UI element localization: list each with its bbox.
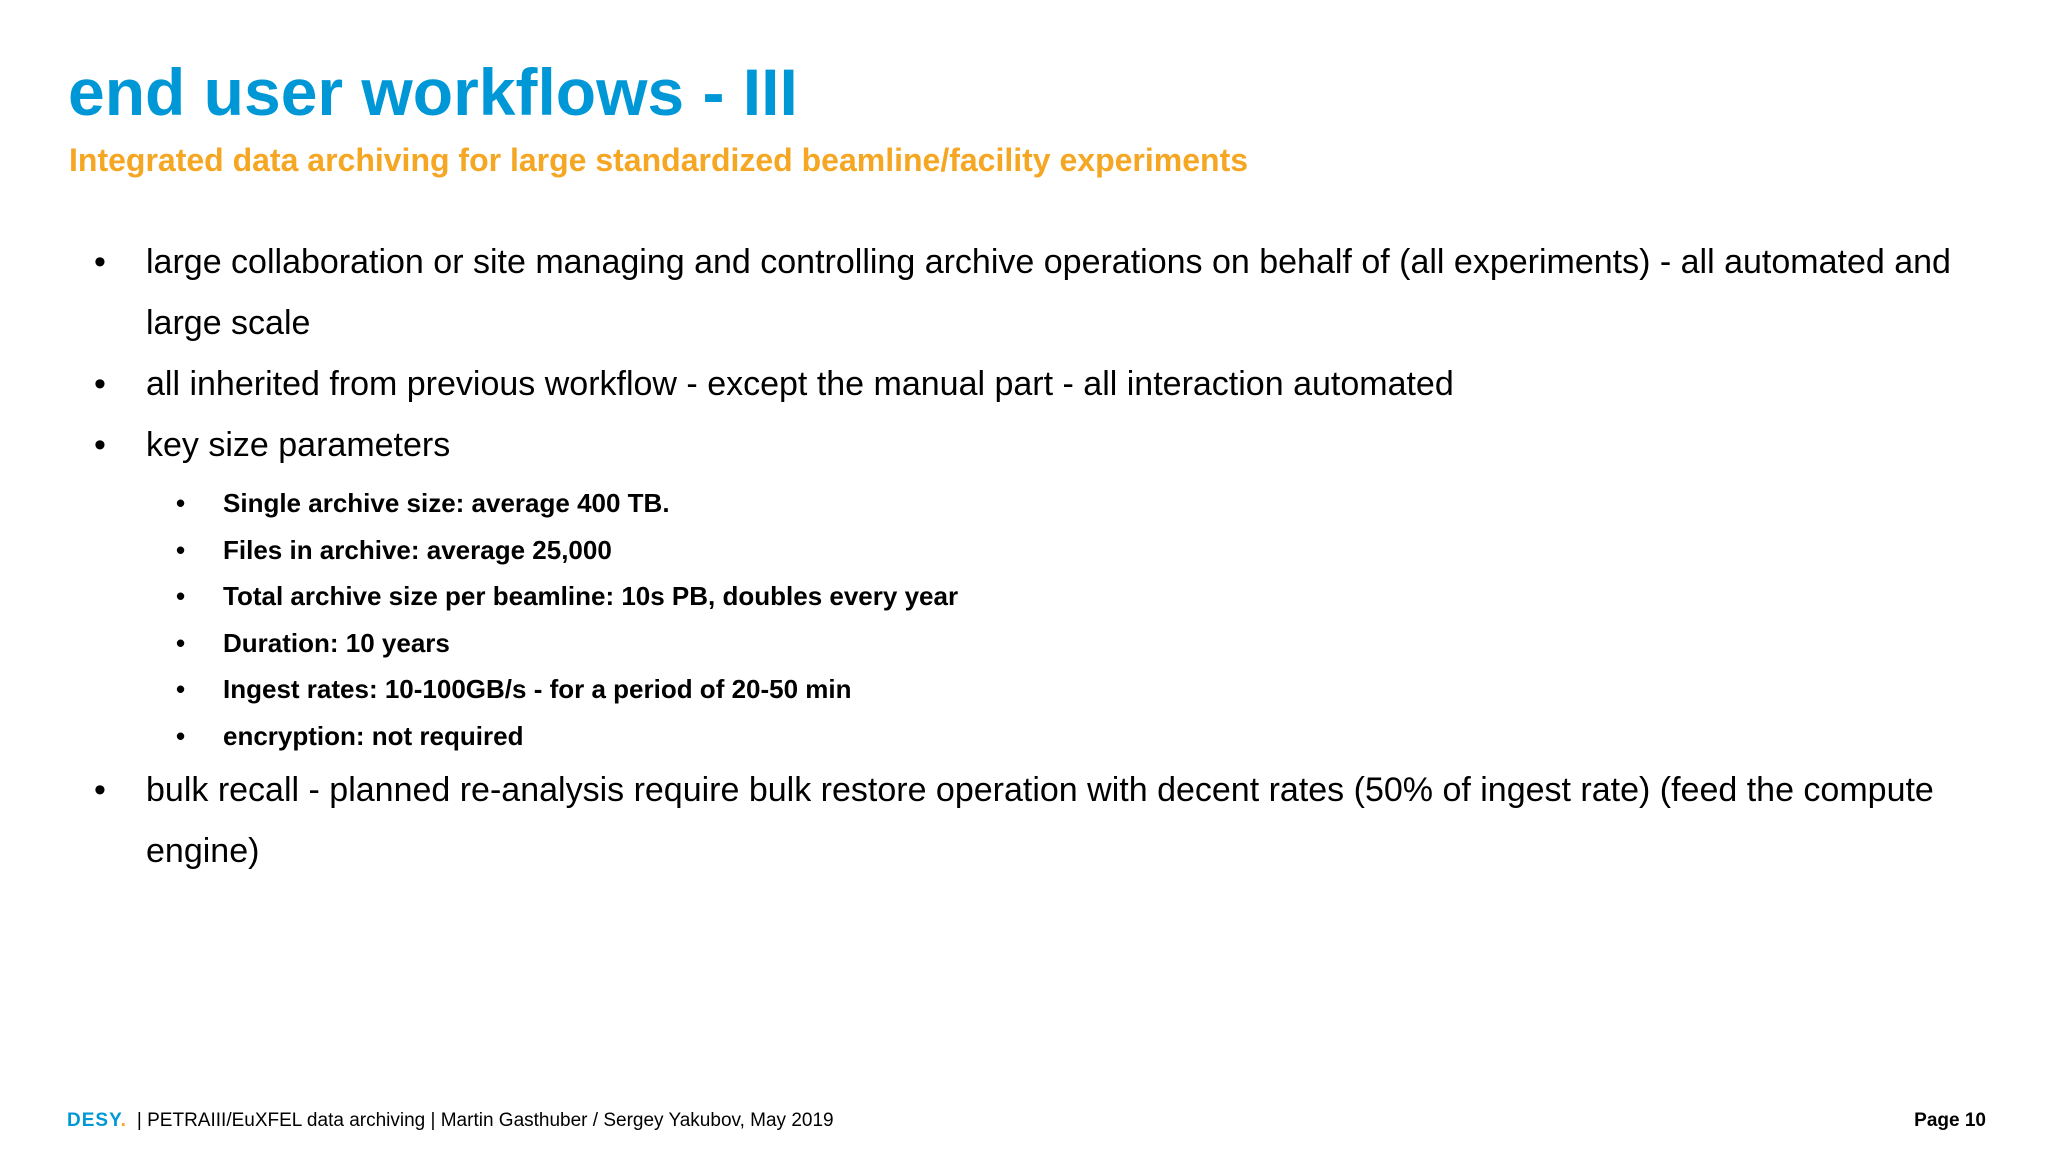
- slide-content: [0, 232, 2048, 882]
- sub-bullet-item: [0, 713, 2048, 760]
- bullet-item: [0, 354, 2048, 415]
- sub-bullet-item: [0, 527, 2048, 574]
- bullet-glyph: •: [176, 674, 186, 705]
- bullet-glyph: •: [176, 627, 186, 658]
- sub-bullet-item: [0, 666, 2048, 713]
- bullet-glyph: •: [94, 243, 106, 281]
- sub-bullet-text: Total archive size per beamline: 10s PB, doubles every year: [223, 581, 959, 612]
- bullet-glyph: •: [94, 770, 106, 809]
- sub-bullet-item: [0, 620, 2048, 667]
- sub-bullet-text: Files in archive: average 25,000: [223, 534, 612, 565]
- bullet-glyph: •: [176, 720, 186, 751]
- bullet-glyph: •: [176, 534, 186, 565]
- sub-bullet-item: [0, 573, 2048, 620]
- bullet-glyph: •: [94, 426, 106, 464]
- bullet-item: [0, 415, 2048, 476]
- sub-bullet-text: encryption: not required: [223, 720, 524, 751]
- desy-logo: [67, 1110, 127, 1132]
- page-number: Page 10: [1914, 1110, 1986, 1131]
- footer-text: | PETRAIII/EuXFEL data archiving | Martin Gasthuber / Sergey Yakubov, May 2019: [136, 1110, 834, 1131]
- bullet-glyph: •: [94, 365, 106, 403]
- bullet-glyph: •: [176, 488, 186, 518]
- bullet-item: [0, 760, 2048, 882]
- logo-text: DESY: [67, 1110, 121, 1131]
- sub-bullet-text: Ingest rates: 10-100GB/s - for a period of 20-50 min: [223, 674, 852, 705]
- bullet-glyph: •: [176, 581, 186, 612]
- bullet-item: [0, 232, 2048, 354]
- sub-bullet-text: Single archive size: average 400 TB.: [223, 488, 670, 518]
- slide-footer: [67, 1106, 834, 1136]
- slide-title: end user workflows - III: [68, 55, 798, 129]
- bullet-text: large collaboration or site managing and controlling archive operations on behalf of (all experiments) - all automated and large scale: [146, 243, 1951, 342]
- bullet-text: all inherited from previous workflow - except the manual part - all interaction automated: [146, 365, 1454, 403]
- bullet-text: key size parameters: [146, 426, 451, 464]
- sub-bullet-item: [0, 480, 2048, 527]
- sub-bullet-text: Duration: 10 years: [223, 627, 450, 658]
- slide-subtitle: Integrated data archiving for large standardized beamline/facility experiments: [69, 142, 1249, 178]
- bullet-text: bulk recall - planned re-analysis require bulk restore operation with decent rates (50% of ingest rate) (feed the compute engine): [146, 770, 1934, 870]
- sub-bullet-list: [0, 480, 2048, 760]
- logo-dot: .: [120, 1110, 127, 1131]
